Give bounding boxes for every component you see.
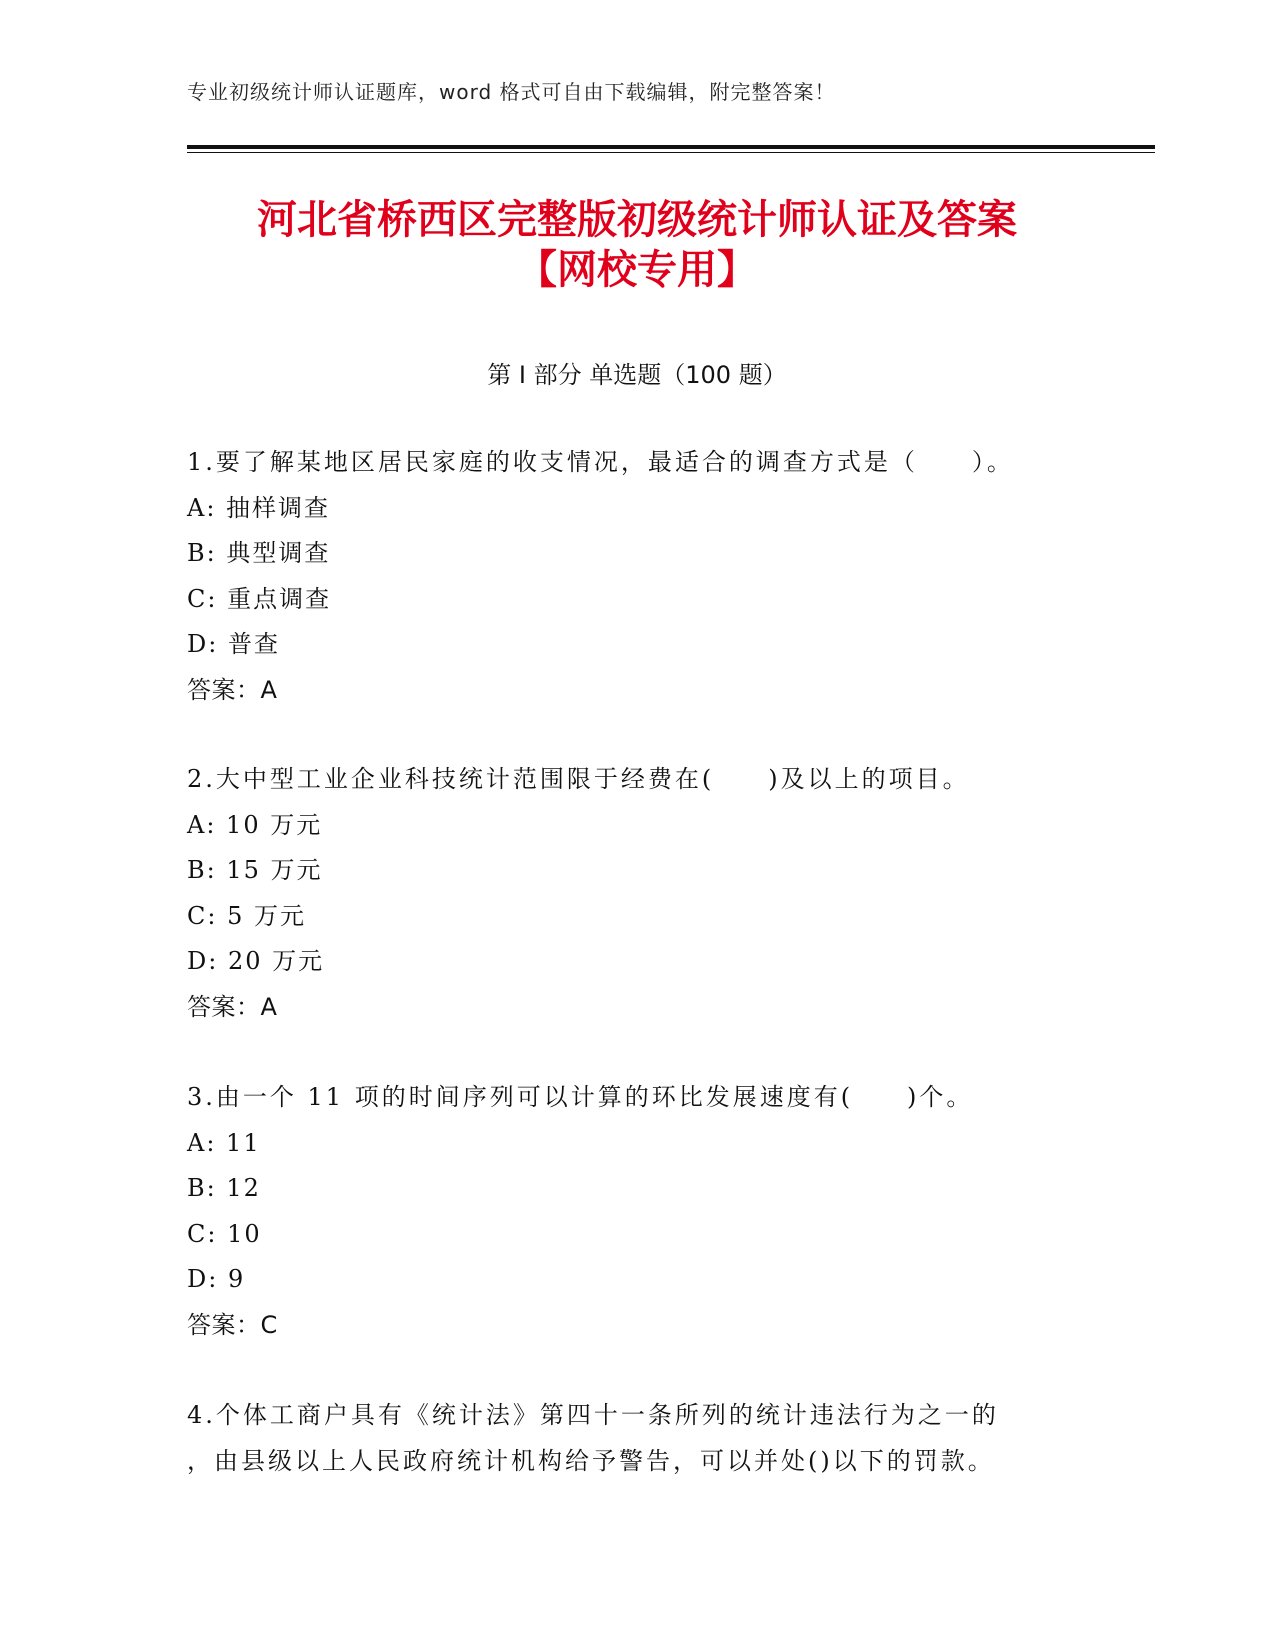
document-title xyxy=(187,195,1087,295)
answer: 答案：A xyxy=(187,992,278,1021)
question-4 xyxy=(187,1393,1087,1484)
option-c: C: 10 xyxy=(187,1219,262,1248)
header-rule-thin xyxy=(187,152,1155,153)
header-note: 专业初级统计师认证题库，word 格式可自由下载编辑，附完整答案！ xyxy=(187,80,836,104)
document-title-line2: 【网校专用】 xyxy=(517,247,757,293)
option-d: D: 20 万元 xyxy=(187,947,325,975)
option-d: D: 9 xyxy=(187,1265,246,1293)
question-1 xyxy=(187,440,1087,713)
option-b: B: 15 万元 xyxy=(187,856,323,884)
question-2 xyxy=(187,757,1087,1030)
question-stem-line1: 4.个体工商户具有《统计法》第四十一条所列的统计违法行为之一的 xyxy=(187,1401,999,1429)
option-b: B: 12 xyxy=(187,1174,261,1202)
question-stem-line2: ，由县级以上人民政府统计机构给予警告，可以并处()以下的罚款。 xyxy=(187,1446,995,1475)
answer: 答案：A xyxy=(187,675,278,704)
question-stem: 3.由一个 11 项的时间序列可以计算的环比发展速度有( )个。 xyxy=(187,1083,974,1111)
option-a: A: 11 xyxy=(187,1128,261,1157)
question-stem: 2.大中型工业企业科技统计范围限于经费在( )及以上的项目。 xyxy=(187,765,970,793)
section-heading: 第 I 部分 单选题（100 题） xyxy=(487,361,787,389)
option-c: C: 5 万元 xyxy=(187,901,306,930)
answer: 答案：C xyxy=(187,1310,278,1339)
question-stem: 1.要了解某地区居民家庭的收支情况，最适合的调查方式是（ ）。 xyxy=(187,448,1014,476)
option-a: A: 抽样调查 xyxy=(187,493,331,522)
option-a: A: 10 万元 xyxy=(187,810,323,839)
option-c: C: 重点调查 xyxy=(187,584,332,613)
header-rule-thick xyxy=(187,145,1155,149)
option-d: D: 普查 xyxy=(187,630,280,658)
question-3 xyxy=(187,1075,1087,1348)
option-b: B: 典型调查 xyxy=(187,539,331,567)
document-title-line1: 河北省桥西区完整版初级统计师认证及答案 xyxy=(257,197,1017,243)
